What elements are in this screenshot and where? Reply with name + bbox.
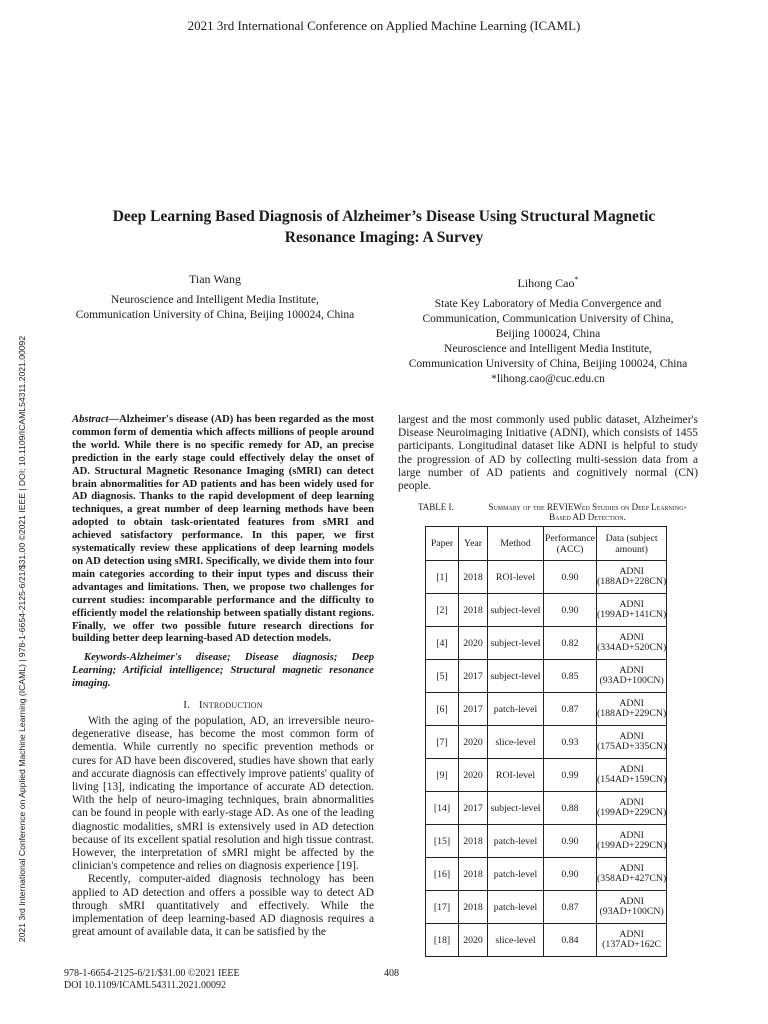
intro-paragraph: With the aging of the population, AD, an irreversible neuro-degenerative disease, has become the most common form of dementia. While currently no specific prevention methods or cures for AD have been discovered, studies have shown that early and accurate diagnosis can effectively improve patients' quality of living [13], indicating the importance of accurate AD detection. With the help of neuro-imaging techniques, brain abnormalities can be found in people with early-stage AD. As one of the leading diagnostic modalities, sMRI is extensively used in AD detection because of its excellent spatial resolution and high tissue contrast. However, the interpretation of sMRI might be affected by the clinician's competence and relies on diagnosis experience [19]. — [72, 715, 374, 873]
table-row — [426, 627, 667, 660]
column-header: Method — [488, 527, 544, 561]
table-row — [426, 726, 667, 759]
table-row — [426, 561, 667, 594]
cell-acc: 0.87 — [544, 693, 597, 726]
footer-isbn: 978-1-6654-2125-6/21/$31.00 ©2021 IEEE — [64, 968, 240, 979]
cell-data: ADNI (137AD+162C — [597, 924, 667, 957]
affiliation-line: Communication University of China, Beijing 100024, China — [75, 309, 355, 321]
cell-paper: [14] — [426, 792, 459, 825]
cell-method: patch-level — [488, 891, 544, 924]
section-title: Introduction — [198, 699, 263, 711]
cell-data: ADNI (358AD+427CN) — [597, 858, 667, 891]
cell-data: ADNI (175AD+335CN) — [597, 726, 667, 759]
table-row — [426, 891, 667, 924]
abstract-text: —Alzheimer's disease (AD) has been regarded as the most common form of dementia which affects millions of people around the world. While there is no specific remedy for AD, an precise prediction in the early stage could effectively delay the onset of AD. Structural Magnetic Resonance Imaging (sMRI) can detect brain abnormalities for AD patients and has been widely used for AD diagnosis. Thanks to the rapid development of deep learning techniques, a great number of deep learning methods have been adopted to obtain task-orientated features from sMRI and achieved satisfactory performance. In this paper, we first systematically review these applications of deep learning models on AD detection using sMRI. Specifically, we divide them into four main categories according to their input types and discuss their advantages and limitations. Then, we propose two challenges for current studies: incomparable performance and the difficulty to efficiently model the relationship between spatially distant regions. Finally, we offer two possible future research directions for building better deep learning-based AD detection models. — [72, 414, 374, 645]
cell-acc: 0.90 — [544, 858, 597, 891]
table-row — [426, 759, 667, 792]
section-number: I. — [183, 699, 191, 711]
column-header: Year — [459, 527, 488, 561]
title-line-2: Resonance Imaging: A Survey — [284, 229, 484, 246]
cell-data: ADNI (154AD+159CN) — [597, 759, 667, 792]
cell-method: subject-level — [488, 792, 544, 825]
cell-year: 2020 — [459, 759, 488, 792]
cell-method: subject-level — [488, 660, 544, 693]
column-header: Paper — [426, 527, 459, 561]
abstract — [72, 414, 374, 646]
right-column-paragraph: largest and the most commonly used public dataset, Alzheimer's Disease Neuroimaging Initiative (ADNI), which consists of 1455 participants. Longitudinal dataset like ADNI is helpful to study the progression of AD by collecting multi-session data from a large number of AD patients and cognitively normal (CN) people. — [398, 414, 698, 493]
cell-method: slice-level — [488, 924, 544, 957]
cell-method: patch-level — [488, 858, 544, 891]
cell-paper: [16] — [426, 858, 459, 891]
cell-method: slice-level — [488, 726, 544, 759]
affiliation-line: Communication University of China, Beijing 100024, China — [408, 358, 688, 370]
cell-data: ADNI (334AD+520CN) — [597, 627, 667, 660]
conference-header: 2021 3rd International Conference on Applied Machine Learning (ICAML) — [187, 18, 581, 33]
column-header: Data (subject amount) — [597, 527, 667, 561]
table-row — [426, 924, 667, 957]
cell-paper: [9] — [426, 759, 459, 792]
cell-paper: [4] — [426, 627, 459, 660]
affiliation-line: Neuroscience and Intelligent Media Institute, — [111, 294, 319, 306]
affiliation-line: State Key Laboratory of Media Convergence and — [434, 298, 662, 310]
cell-data: ADNI (199AD+229CN) — [597, 792, 667, 825]
cell-data: ADNI (199AD+229CN) — [597, 825, 667, 858]
cell-method: ROI-level — [488, 759, 544, 792]
author-block-2 — [388, 272, 708, 387]
corresponding-mark: * — [574, 275, 579, 284]
author-email: *lihong.cao@cuc.edu.cn — [491, 373, 605, 385]
cell-paper: [6] — [426, 693, 459, 726]
table-row — [426, 825, 667, 858]
side-identifier: 2021 3rd International Conference on Applied Machine Learning (ICAML) | 978-1-6654-2125-6/21/$31.00 ©2021 IEEE | DOI: 10.1109/ICAML54311.2021.00092 — [17, 335, 27, 943]
cell-paper: [17] — [426, 891, 459, 924]
cell-method: patch-level — [488, 693, 544, 726]
cell-method: subject-level — [488, 594, 544, 627]
cell-acc: 0.82 — [544, 627, 597, 660]
introduction-body — [72, 715, 374, 939]
table-row — [426, 594, 667, 627]
cell-acc: 0.99 — [544, 759, 597, 792]
cell-year: 2018 — [459, 825, 488, 858]
cell-acc: 0.90 — [544, 825, 597, 858]
cell-year: 2018 — [459, 891, 488, 924]
footer-doi: DOI 10.1109/ICAML54311.2021.00092 — [64, 980, 227, 991]
table-label: TABLE I. — [418, 502, 454, 512]
cell-year: 2017 — [459, 792, 488, 825]
cell-method: subject-level — [488, 627, 544, 660]
table-row — [426, 792, 667, 825]
cell-data: ADNI (93AD+100CN) — [597, 660, 667, 693]
footer — [64, 968, 240, 992]
keywords: Keywords-Alzheimer's disease; Disease diagnosis; Deep Learning; Artificial intelligence; Structural magnetic resonance imaging. — [72, 652, 374, 689]
cell-method: patch-level — [488, 825, 544, 858]
author-name — [388, 272, 708, 291]
page-number: 408 — [384, 968, 399, 979]
cell-acc: 0.88 — [544, 792, 597, 825]
cell-paper: [2] — [426, 594, 459, 627]
cell-year: 2018 — [459, 594, 488, 627]
cell-acc: 0.87 — [544, 891, 597, 924]
author-name: Tian Wang — [188, 272, 242, 286]
table-header-row — [426, 527, 667, 561]
author-name-text: Lihong Cao — [517, 276, 575, 290]
table-row — [426, 660, 667, 693]
cell-data: ADNI (188AD+229CN) — [597, 693, 667, 726]
intro-paragraph: Recently, computer-aided diagnosis technology has been applied to AD detection and offers a possible way to detect AD through sMRI quantitatively and effectively. While the implementation of deep learning-based AD diagnosis requires a great amount of available data, it can be satisfied by the — [72, 873, 374, 939]
affiliation-line: Neuroscience and Intelligent Media Institute, — [444, 343, 652, 355]
cell-year: 2018 — [459, 858, 488, 891]
cell-paper: [15] — [426, 825, 459, 858]
cell-data: ADNI (93AD+100CN) — [597, 891, 667, 924]
cell-year: 2018 — [459, 561, 488, 594]
cell-acc: 0.85 — [544, 660, 597, 693]
cell-acc: 0.90 — [544, 561, 597, 594]
table-row — [426, 858, 667, 891]
cell-year: 2020 — [459, 924, 488, 957]
cell-paper: [5] — [426, 660, 459, 693]
cell-acc: 0.90 — [544, 594, 597, 627]
cell-data: ADNI (188AD+228CN) — [597, 561, 667, 594]
abstract-label: Abstract — [72, 414, 109, 425]
cell-year: 2017 — [459, 693, 488, 726]
cell-year: 2020 — [459, 627, 488, 660]
cell-paper: [18] — [426, 924, 459, 957]
author-block-1 — [60, 272, 370, 323]
cell-year: 2017 — [459, 660, 488, 693]
cell-method: ROI-level — [488, 561, 544, 594]
cell-acc: 0.84 — [544, 924, 597, 957]
table-caption-text: Summary of the REVIEWed Studies on Deep Learning-Based AD Detection. — [488, 502, 687, 522]
paper-title — [60, 206, 708, 248]
cell-year: 2020 — [459, 726, 488, 759]
column-header: Performance (ACC) — [544, 527, 597, 561]
table-row — [426, 693, 667, 726]
cell-data: ADNI (199AD+141CN) — [597, 594, 667, 627]
affiliation-line: Communication, Communication University of China, — [422, 313, 674, 325]
title-line-1: Deep Learning Based Diagnosis of Alzheimer’s Disease Using Structural Magnetic — [112, 208, 656, 225]
cell-paper: [1] — [426, 561, 459, 594]
cell-paper: [7] — [426, 726, 459, 759]
summary-table — [425, 526, 667, 957]
affiliation-line: Beijing 100024, China — [495, 328, 601, 340]
section-heading — [72, 699, 374, 711]
cell-acc: 0.93 — [544, 726, 597, 759]
